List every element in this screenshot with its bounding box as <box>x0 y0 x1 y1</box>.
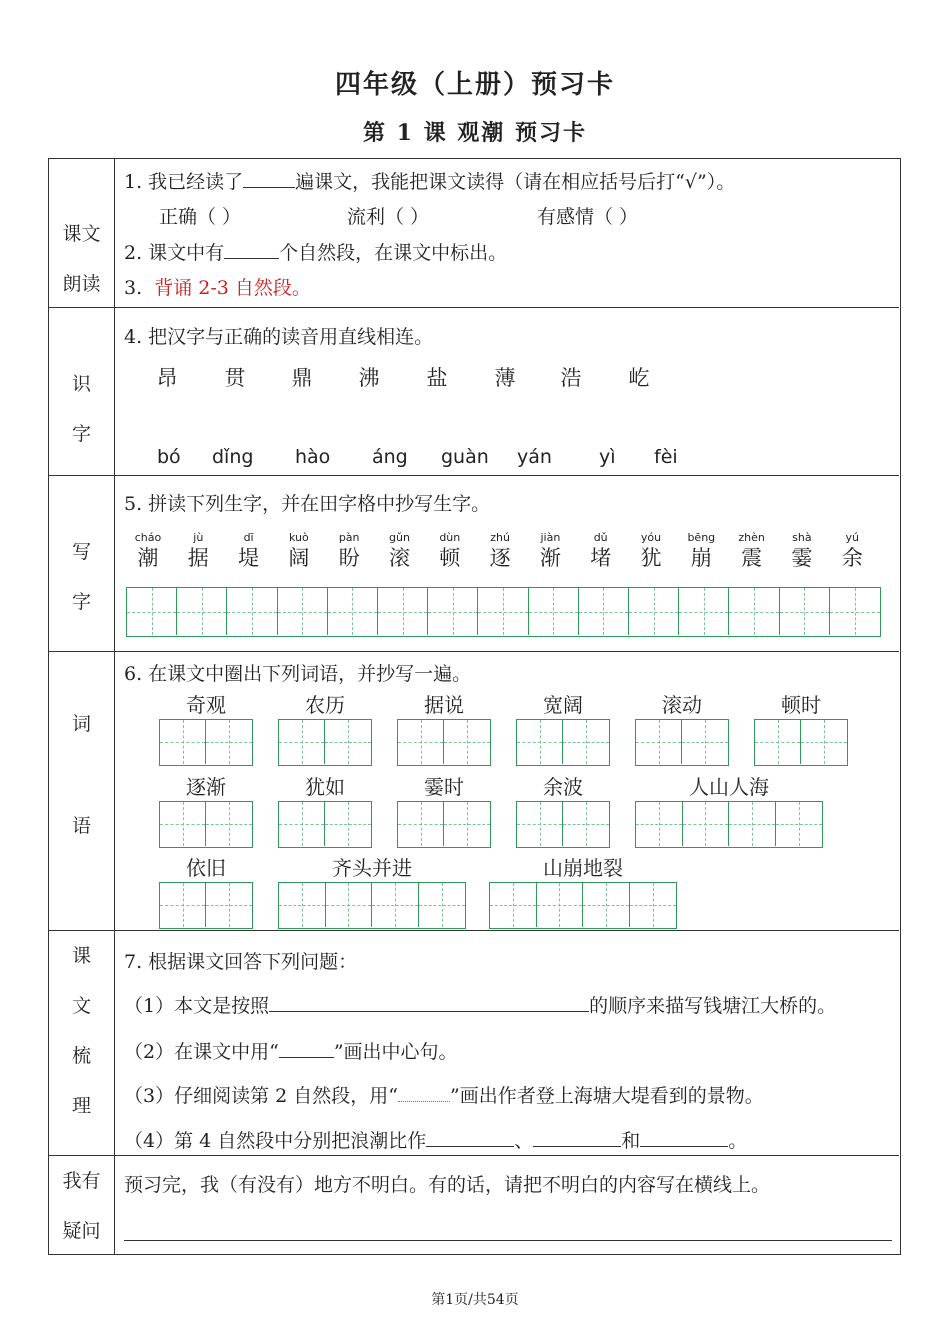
tianzige-cell[interactable] <box>444 802 490 846</box>
tianzige-cell[interactable] <box>830 588 880 635</box>
tianzige-cell[interactable] <box>679 588 729 635</box>
question-7-1 <box>124 991 836 1018</box>
question-2-text-end: 个自然段，在课文中标出。 <box>279 242 508 264</box>
word-label: 山崩地裂 <box>543 856 623 880</box>
tianzige-cell[interactable] <box>629 588 679 635</box>
write-pinyin: dùn <box>439 531 461 544</box>
section-label-words-1: 词 <box>71 713 91 735</box>
word-label: 人山人海 <box>689 775 769 799</box>
tianzige-cell[interactable] <box>729 588 779 635</box>
tianzige-cell[interactable] <box>378 588 428 635</box>
section-label-outline-1: 课 <box>71 945 91 967</box>
word-tianzige[interactable] <box>489 882 677 929</box>
tianzige-cell[interactable] <box>755 720 801 764</box>
tianzige-cell[interactable] <box>478 588 528 635</box>
tianzige-cell[interactable] <box>160 802 206 846</box>
section-label-outline-3: 梳 <box>71 1045 91 1067</box>
recognize-char: 昂 <box>156 366 178 390</box>
question-7-1-text: （1）本文是按照 <box>124 995 270 1017</box>
option-correct[interactable]: 正确（ ） <box>159 206 242 228</box>
lesson-title: 第 1 课 观潮 预习卡 <box>363 120 587 146</box>
tianzige-cell[interactable] <box>279 720 325 764</box>
separator: 、 <box>514 1130 534 1152</box>
write-char: 堤 <box>238 546 260 570</box>
tianzige-cell[interactable] <box>177 588 227 635</box>
word-label: 据说 <box>424 693 464 717</box>
word-tianzige[interactable] <box>397 801 491 848</box>
write-pinyin: zhèn <box>738 531 765 544</box>
period: 。 <box>728 1130 748 1152</box>
section-label-reading-1: 课文 <box>62 223 101 245</box>
write-char: 潮 <box>137 546 159 570</box>
recognize-pinyin[interactable]: guàn <box>441 446 489 468</box>
tianzige-cell[interactable] <box>372 883 419 927</box>
order-blank[interactable] <box>269 993 589 1012</box>
question-7-3 <box>124 1081 764 1108</box>
tianzige-row[interactable] <box>126 587 881 637</box>
tianzige-cell[interactable] <box>563 720 609 764</box>
question-1-text: 1. 我已经读了 <box>124 171 244 193</box>
write-char: 余 <box>841 546 863 570</box>
tianzige-cell[interactable] <box>444 720 490 764</box>
tianzige-cell[interactable] <box>780 588 830 635</box>
write-pinyin: pàn <box>338 531 360 544</box>
wavy-line-mark <box>398 1083 450 1102</box>
questions-prompt: 预习完，我（有没有）地方不明白。有的话，请把不明白的内容写在横线上。 <box>124 1174 771 1196</box>
word-tianzige[interactable] <box>278 719 372 766</box>
write-char: 霎 <box>791 546 813 570</box>
write-pinyin: yóu <box>640 531 662 544</box>
preview-card-table <box>48 158 901 1255</box>
section-label-writing-1: 写 <box>71 541 91 563</box>
recognize-char: 贯 <box>224 366 246 390</box>
tianzige-cell[interactable] <box>278 588 328 635</box>
tianzige-cell[interactable] <box>328 588 378 635</box>
straight-line-mark <box>279 1039 334 1058</box>
tianzige-cell[interactable] <box>636 802 683 846</box>
separator-and: 和 <box>621 1130 641 1152</box>
write-pinyin: zhú <box>490 531 510 544</box>
write-char: 盼 <box>338 546 360 570</box>
question-7: 7. 根据课文回答下列问题： <box>124 951 358 973</box>
write-char: 滚 <box>389 546 410 570</box>
option-emotional[interactable]: 有感情（ ） <box>537 206 639 228</box>
questions-answer-line[interactable] <box>124 1240 892 1241</box>
word-label: 犹如 <box>305 775 345 799</box>
write-char: 震 <box>741 546 763 570</box>
recognize-pinyin[interactable]: fèi <box>654 446 678 468</box>
recognize-pinyin[interactable]: bó <box>157 446 181 468</box>
tianzige-cell[interactable] <box>206 720 252 764</box>
write-char: 渐 <box>539 546 561 570</box>
write-pinyin: bēng <box>687 531 716 544</box>
recognize-char: 屹 <box>628 366 650 390</box>
word-label: 农历 <box>305 693 345 717</box>
word-tianzige[interactable] <box>635 719 729 766</box>
row-divider <box>49 651 899 652</box>
word-tianzige[interactable] <box>516 719 610 766</box>
tianzige-cell[interactable] <box>776 802 822 846</box>
tianzige-cell[interactable] <box>206 802 252 846</box>
word-label: 余波 <box>543 775 583 799</box>
question-7-4-text: （4）第 4 自然段中分别把浪潮比作 <box>124 1130 427 1152</box>
tianzige-cell[interactable] <box>227 588 277 635</box>
question-5: 5. 拼读下列生字，并在田字格中抄写生字。 <box>124 493 491 515</box>
word-tianzige[interactable] <box>159 719 253 766</box>
question-7-2-text: （2）在课文中用“ <box>124 1041 279 1063</box>
question-7-3-text: （3）仔细阅读第 2 自然段，用“ <box>124 1085 398 1107</box>
word-label: 依旧 <box>186 856 226 880</box>
tianzige-cell[interactable] <box>398 802 444 846</box>
tianzige-cell[interactable] <box>517 720 563 764</box>
write-pinyin: jù <box>193 531 204 544</box>
tianzige-cell[interactable] <box>428 588 478 635</box>
recognize-char: 沸 <box>358 366 380 390</box>
question-7-4 <box>124 1126 747 1153</box>
word-label: 齐头并进 <box>332 856 412 880</box>
write-char: 逐 <box>489 546 511 570</box>
question-7-2 <box>124 1037 458 1064</box>
recognize-pinyin[interactable]: áng <box>372 446 408 468</box>
write-pinyin: cháo <box>134 531 162 544</box>
tianzige-cell[interactable] <box>537 883 584 927</box>
tianzige-cell[interactable] <box>729 802 776 846</box>
paragraph-count-blank[interactable] <box>224 240 279 259</box>
metaphor-blank-3[interactable] <box>640 1128 728 1147</box>
recognize-pinyin[interactable]: hào <box>295 446 331 468</box>
tianzige-cell[interactable] <box>579 588 629 635</box>
recognize-char: 浩 <box>560 366 582 390</box>
tianzige-cell[interactable] <box>325 802 371 846</box>
tianzige-cell[interactable] <box>419 883 465 927</box>
recognize-char: 鼎 <box>291 366 313 390</box>
recognize-char: 盐 <box>426 366 448 390</box>
section-label-questions-2: 疑问 <box>62 1220 101 1242</box>
word-tianzige[interactable] <box>754 719 848 766</box>
word-tianzige[interactable] <box>635 801 823 848</box>
tianzige-cell[interactable] <box>630 883 676 927</box>
tianzige-cell[interactable] <box>490 883 537 927</box>
recite-instruction: 背诵 2-3 自然段。 <box>154 277 311 299</box>
section-label-recognize-2: 字 <box>71 423 91 445</box>
word-label: 宽阔 <box>543 693 583 717</box>
option-fluent[interactable]: 流利（ ） <box>347 206 430 228</box>
recognize-char: 薄 <box>494 366 516 390</box>
word-tianzige[interactable] <box>278 801 372 848</box>
write-char: 犹 <box>640 546 662 570</box>
write-pinyin: dī <box>243 531 254 544</box>
page-title: 四年级（上册）预习卡 <box>334 70 615 100</box>
word-label: 霎时 <box>424 775 464 799</box>
section-label-reading-2: 朗读 <box>62 273 101 295</box>
metaphor-blank-1[interactable] <box>426 1128 514 1147</box>
write-char: 阔 <box>288 546 310 570</box>
section-label-questions-1: 我有 <box>62 1170 101 1192</box>
write-char: 崩 <box>690 546 712 570</box>
section-label-outline-4: 理 <box>71 1095 91 1117</box>
tianzige-cell[interactable] <box>636 720 682 764</box>
write-pinyin: shà <box>792 531 812 544</box>
page-footer: 第1页/共54页 <box>431 1292 519 1308</box>
tianzige-cell[interactable] <box>683 802 730 846</box>
tianzige-cell[interactable] <box>529 588 579 635</box>
tianzige-cell[interactable] <box>563 802 609 846</box>
word-label: 滚动 <box>662 693 702 717</box>
section-label-recognize-1: 识 <box>71 373 91 395</box>
row-divider <box>49 1155 899 1156</box>
tianzige-cell[interactable] <box>279 883 326 927</box>
write-pinyin: yú <box>845 531 859 544</box>
tianzige-cell[interactable] <box>160 720 206 764</box>
write-pinyin: kuò <box>289 531 309 544</box>
word-tianzige[interactable] <box>159 801 253 848</box>
reading-count-blank[interactable] <box>243 169 295 188</box>
write-pinyin: gǔn <box>389 531 410 544</box>
word-tianzige[interactable] <box>159 882 253 929</box>
tianzige-cell[interactable] <box>127 588 177 635</box>
tianzige-cell[interactable] <box>682 720 728 764</box>
section-label-words-2: 语 <box>71 815 91 837</box>
question-1-text-end: 遍课文，我能把课文读得（请在相应括号后打“√”）。 <box>295 171 736 193</box>
tianzige-cell[interactable] <box>326 883 373 927</box>
recognize-pinyin[interactable]: dǐng <box>212 446 254 468</box>
question-7-3-text-end: ”画出作者登上海塘大堤看到的景物。 <box>449 1085 764 1107</box>
word-label: 奇观 <box>186 693 226 717</box>
question-7-2-text-end: ”画出中心句。 <box>333 1041 458 1063</box>
write-char: 顿 <box>439 546 461 570</box>
question-4: 4. 把汉字与正确的读音用直线相连。 <box>124 326 434 348</box>
word-label: 逐渐 <box>186 775 226 799</box>
write-char: 堵 <box>590 546 612 570</box>
write-pinyin: dǔ <box>593 531 608 544</box>
write-pinyin: jiàn <box>540 531 561 544</box>
word-tianzige[interactable] <box>397 719 491 766</box>
tianzige-cell[interactable] <box>325 720 371 764</box>
tianzige-cell[interactable] <box>279 802 325 846</box>
row-divider <box>49 930 899 931</box>
question-3-number: 3. <box>124 277 143 299</box>
question-2-text: 2. 课文中有 <box>124 242 225 264</box>
question-6: 6. 在课文中圈出下列词语，并抄写一遍。 <box>124 663 472 685</box>
question-1 <box>124 167 735 194</box>
tianzige-cell[interactable] <box>206 883 252 927</box>
row-divider <box>49 475 899 476</box>
question-2 <box>124 238 507 265</box>
question-7-1-text-end: 的顺序来描写钱塘江大桥的。 <box>589 995 837 1017</box>
tianzige-cell[interactable] <box>583 883 630 927</box>
question-3 <box>124 273 311 300</box>
row-divider <box>49 307 899 308</box>
column-divider <box>114 159 115 1255</box>
write-char: 据 <box>187 546 209 570</box>
word-tianzige[interactable] <box>516 801 610 848</box>
tianzige-cell[interactable] <box>517 802 563 846</box>
tianzige-cell[interactable] <box>398 720 444 764</box>
section-label-writing-2: 字 <box>71 591 91 613</box>
word-tianzige[interactable] <box>278 882 466 929</box>
tianzige-cell[interactable] <box>160 883 206 927</box>
recognize-pinyin[interactable]: yán <box>517 446 552 468</box>
tianzige-cell[interactable] <box>801 720 847 764</box>
word-label: 顿时 <box>781 693 821 717</box>
section-label-outline-2: 文 <box>71 995 91 1017</box>
metaphor-blank-2[interactable] <box>533 1128 621 1147</box>
recognize-pinyin[interactable]: yì <box>599 446 616 468</box>
